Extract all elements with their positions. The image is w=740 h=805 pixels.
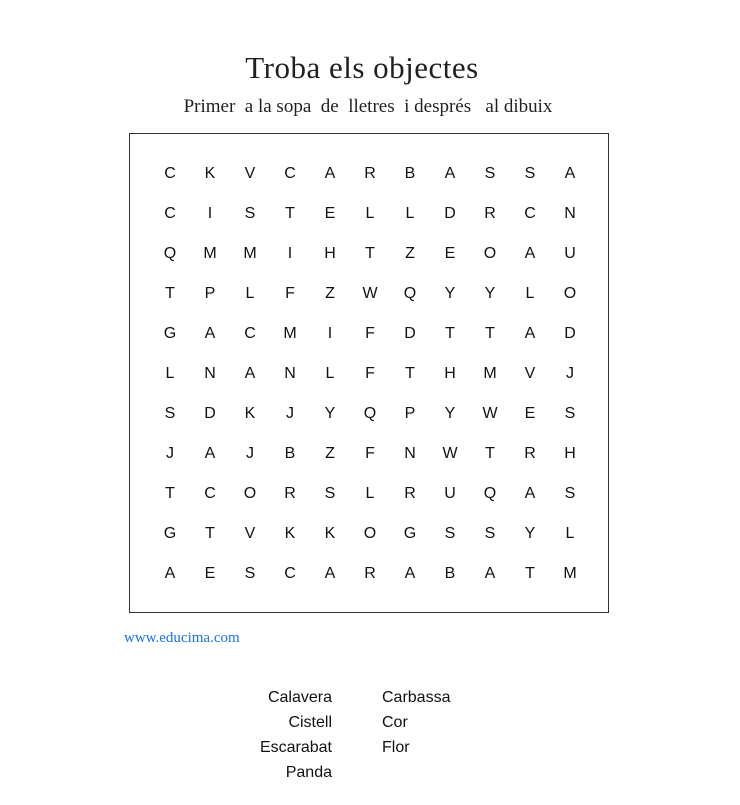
page-title: Troba els objectes: [245, 50, 479, 85]
grid-letter: M: [563, 565, 577, 582]
grid-letter: F: [365, 365, 375, 382]
grid-letter: B: [404, 165, 416, 182]
word-list-item: Flor: [382, 739, 410, 756]
grid-letter: R: [364, 165, 376, 182]
grid-letter: A: [164, 565, 176, 582]
grid-letter: Q: [483, 485, 497, 502]
grid-letter: S: [164, 405, 176, 422]
grid-letter: S: [244, 565, 256, 582]
grid-letter: A: [524, 245, 536, 262]
page-subtitle: Primer a la sopa de lletres i després al dibuix: [183, 96, 553, 117]
grid-letter: C: [284, 165, 296, 182]
grid-letter: S: [244, 205, 256, 222]
grid-letter: S: [324, 485, 336, 502]
word-list-right: [382, 688, 542, 763]
grid-letter: L: [565, 525, 575, 542]
grid-letter: C: [164, 165, 176, 182]
grid-letter: Q: [163, 245, 177, 262]
grid-letter: E: [204, 565, 216, 582]
grid-letter: A: [324, 565, 336, 582]
grid-letter: O: [243, 485, 257, 502]
grid-letter: Y: [524, 525, 536, 542]
grid-letter: C: [244, 325, 256, 342]
grid-letter: K: [204, 165, 216, 182]
grid-letter: L: [165, 365, 175, 382]
grid-letter: A: [324, 165, 336, 182]
word-list-item: Cor: [382, 714, 408, 731]
grid-letter: J: [246, 445, 254, 462]
grid-letter: W: [442, 445, 458, 462]
grid-letter: S: [564, 485, 576, 502]
grid-letter: G: [163, 525, 177, 542]
word-search-box: [129, 133, 609, 613]
grid-letter: L: [245, 285, 255, 302]
grid-letter: T: [365, 245, 375, 262]
grid-letter: O: [363, 525, 377, 542]
grid-letter: W: [362, 285, 378, 302]
grid-letter: O: [563, 285, 577, 302]
word-list-item: Cistell: [288, 714, 332, 731]
grid-letter: T: [165, 285, 175, 302]
grid-letter: A: [204, 445, 216, 462]
grid-letter: S: [484, 165, 496, 182]
grid-letter: N: [284, 365, 296, 382]
grid-letter: T: [205, 525, 215, 542]
grid-letter: Y: [324, 405, 336, 422]
grid-letter: N: [564, 205, 576, 222]
grid-letter: S: [444, 525, 456, 542]
word-list-item: Calavera: [267, 689, 332, 706]
grid-letter: M: [283, 325, 297, 342]
grid-letter: K: [244, 405, 256, 422]
educima-link[interactable]: www.educima.com: [124, 630, 240, 646]
grid-letter: E: [524, 405, 536, 422]
grid-letter: L: [365, 485, 375, 502]
grid-letter: Q: [403, 285, 417, 302]
grid-letter: U: [564, 245, 576, 262]
grid-letter: M: [203, 245, 217, 262]
word-list-left: [212, 688, 332, 788]
grid-letter: T: [445, 325, 455, 342]
grid-letter: D: [204, 405, 216, 422]
grid-letter: G: [403, 525, 417, 542]
word-list-item: Panda: [285, 764, 332, 781]
grid-letter: L: [365, 205, 375, 222]
grid-letter: A: [204, 325, 216, 342]
grid-letter: P: [204, 285, 216, 302]
grid-letter: V: [244, 525, 256, 542]
grid-letter: R: [404, 485, 416, 502]
grid-letter: J: [286, 405, 294, 422]
grid-letter: M: [483, 365, 497, 382]
grid-letter: V: [524, 365, 536, 382]
word-list-item: Escarabat: [259, 739, 332, 756]
grid-letter: U: [444, 485, 456, 502]
grid-letter: H: [444, 365, 456, 382]
grid-letter: A: [244, 365, 256, 382]
grid-letter: J: [566, 365, 574, 382]
grid-letter: D: [444, 205, 456, 222]
grid-letter: W: [482, 405, 498, 422]
grid-letter: A: [524, 325, 536, 342]
grid-letter: T: [405, 365, 415, 382]
grid-letter: D: [564, 325, 576, 342]
grid-letter: L: [325, 365, 335, 382]
grid-letter: I: [207, 205, 213, 222]
grid-letter: S: [484, 525, 496, 542]
grid-letter: H: [564, 445, 576, 462]
grid-letter: L: [525, 285, 535, 302]
grid-letter: B: [444, 565, 456, 582]
grid-letter: Z: [325, 445, 335, 462]
grid-letter: R: [284, 485, 296, 502]
grid-letter: K: [324, 525, 336, 542]
grid-letter: K: [284, 525, 296, 542]
grid-letter: J: [166, 445, 174, 462]
grid-letter: R: [484, 205, 496, 222]
grid-letter: C: [284, 565, 296, 582]
grid-letter: T: [485, 325, 495, 342]
word-list-item: Carbassa: [382, 689, 451, 706]
grid-letter: E: [444, 245, 456, 262]
grid-letter: Q: [363, 405, 377, 422]
grid-letter: I: [287, 245, 293, 262]
grid-letter: C: [524, 205, 536, 222]
grid-letter: F: [365, 325, 375, 342]
grid-letter: E: [324, 205, 336, 222]
grid-letter: L: [405, 205, 415, 222]
grid-letter: H: [324, 245, 336, 262]
grid-letter: Y: [444, 285, 456, 302]
grid-letter: S: [564, 405, 576, 422]
grid-letter: D: [404, 325, 416, 342]
grid-letter: A: [404, 565, 416, 582]
grid-letter: B: [284, 445, 296, 462]
grid-letter: S: [524, 165, 536, 182]
grid-letter: N: [404, 445, 416, 462]
grid-letter: F: [285, 285, 295, 302]
grid-letter: T: [525, 565, 535, 582]
grid-letter: C: [164, 205, 176, 222]
grid-letter: R: [364, 565, 376, 582]
grid-letter: A: [524, 485, 536, 502]
grid-letter: M: [243, 245, 257, 262]
grid-letter: I: [327, 325, 333, 342]
grid-letter: G: [163, 325, 177, 342]
grid-letter: Z: [325, 285, 335, 302]
grid-letter: A: [564, 165, 576, 182]
letter-grid: [150, 154, 590, 594]
grid-letter: N: [204, 365, 216, 382]
grid-letter: Y: [484, 285, 496, 302]
grid-letter: T: [165, 485, 175, 502]
grid-letter: O: [483, 245, 497, 262]
grid-letter: T: [285, 205, 295, 222]
grid-letter: A: [484, 565, 496, 582]
grid-letter: P: [404, 405, 416, 422]
grid-letter: F: [365, 445, 375, 462]
grid-letter: C: [204, 485, 216, 502]
grid-letter: R: [524, 445, 536, 462]
grid-letter: A: [444, 165, 456, 182]
grid-letter: V: [244, 165, 256, 182]
grid-letter: Y: [444, 405, 456, 422]
grid-letter: Z: [405, 245, 415, 262]
grid-letter: T: [485, 445, 495, 462]
